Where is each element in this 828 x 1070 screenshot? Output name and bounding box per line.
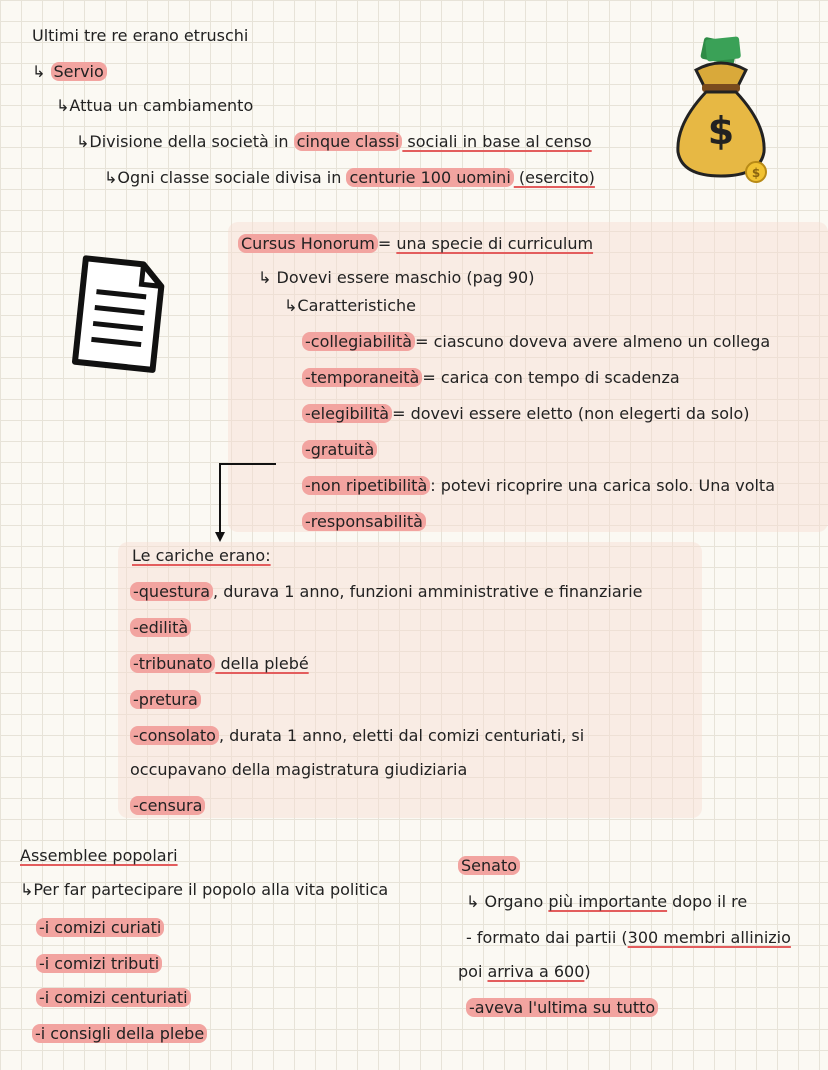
senato-line-3	[458, 962, 591, 982]
pretura-highlight: -pretura	[130, 690, 201, 709]
term: -gratuità	[302, 440, 377, 459]
senato-line-4	[466, 998, 658, 1018]
term-desc: carica con tempo di scadenza	[440, 368, 680, 387]
arrow-icon: ↳	[20, 880, 34, 899]
senato-l2-ul: 300 membri allinizio	[627, 928, 791, 947]
cursus-highlight: Cursus Honorum	[238, 234, 378, 253]
term-eq: =	[422, 368, 441, 387]
assemblee-sub-label: Per far partecipare il popolo alla vita politica	[33, 880, 389, 899]
divisione-highlight: cinque classi	[294, 132, 403, 151]
senato-l3-ul: arriva a 600	[487, 962, 585, 981]
ogni-post: (esercito)	[513, 168, 595, 187]
cursus-title	[238, 234, 593, 254]
divisione-post: sociali in base al censo	[402, 132, 592, 151]
svg-text:$: $	[751, 166, 761, 180]
caratteristiche-label: Caratteristiche	[297, 296, 417, 315]
list-item	[36, 954, 162, 974]
list-item	[130, 726, 584, 746]
list-item	[302, 368, 680, 388]
connector-arrow-icon	[210, 460, 280, 546]
list-item	[302, 440, 377, 460]
list-item	[36, 918, 164, 938]
consolato-highlight: -consolato	[130, 726, 219, 745]
assemblee-title: Assemblee popolari	[20, 846, 178, 865]
term: -temporaneità	[302, 368, 422, 387]
list-item	[130, 618, 191, 638]
arrow-icon: ↳	[466, 892, 480, 911]
list-item	[302, 404, 749, 424]
senato-line-1	[466, 892, 747, 912]
list-item	[130, 582, 643, 602]
servio-label: Servio	[51, 62, 107, 81]
list-item	[302, 332, 770, 352]
list-item	[302, 476, 775, 496]
list-item	[36, 988, 191, 1008]
senato-l2-pre: - formato dai partii (	[466, 928, 628, 947]
list-item	[302, 512, 426, 532]
arrow-icon: ↳	[56, 96, 70, 115]
divisione-line	[76, 132, 592, 152]
senato-title	[458, 856, 520, 876]
maschio-label: Dovevi essere maschio (pag 90)	[276, 268, 535, 287]
questura-highlight: -questura	[130, 582, 213, 601]
assemblee-item: -i comizi tributi	[36, 954, 162, 973]
senato-l1-ul: più importante	[548, 892, 668, 911]
ultimi-title: Ultimi tre re erano etruschi	[32, 26, 249, 45]
arrow-icon: ↳	[76, 132, 90, 151]
term: -responsabilità	[302, 512, 426, 531]
term-eq: :	[430, 476, 441, 495]
questura-desc: , durava 1 anno, funzioni amministrative e finanziarie	[213, 582, 643, 601]
term-desc: ciascuno doveva avere almeno un collega	[433, 332, 771, 351]
cursus-eq: =	[377, 234, 397, 253]
cambiamento-line	[56, 96, 253, 116]
censura-highlight: -censura	[130, 796, 205, 815]
cursus-desc: una specie di curriculum	[396, 234, 594, 253]
senato-l1-post: dopo il re	[667, 892, 748, 911]
cariche-title: Le cariche erano:	[132, 546, 271, 565]
maschio-line	[258, 268, 534, 288]
tribunato-post: della plebé	[215, 654, 309, 673]
senato-l1-pre: Organo	[484, 892, 549, 911]
consolato-desc2: occupavano della magistratura giudiziaria	[130, 760, 468, 779]
divisione-pre: Divisione della società in	[89, 132, 294, 151]
ogni-highlight: centurie 100 uomini	[346, 168, 513, 187]
arrow-icon: ↳	[104, 168, 118, 187]
list-item	[130, 654, 309, 674]
consolato-desc: , durata 1 anno, eletti dal comizi centuriati, si	[218, 726, 585, 745]
term-desc: potevi ricoprire una carica solo. Una volta	[440, 476, 775, 495]
arrow-icon: ↳	[258, 268, 272, 287]
list-item	[32, 1024, 207, 1044]
assemblee-sub	[20, 880, 388, 900]
money-bag-icon	[666, 34, 776, 184]
list-item	[130, 690, 201, 710]
term: -collegiabilità	[302, 332, 415, 351]
caratteristiche-line	[284, 296, 416, 316]
servio-line	[32, 62, 107, 82]
ogni-pre: Ogni classe sociale divisa in	[117, 168, 347, 187]
cambiamento-label: Attua un cambiamento	[69, 96, 254, 115]
term-eq: =	[392, 404, 411, 423]
senato-l4-highlight: -aveva l'ultima su tutto	[466, 998, 658, 1017]
assemblee-item: -i consigli della plebe	[32, 1024, 207, 1043]
ogni-line	[104, 168, 595, 188]
senato-line-2	[466, 928, 791, 948]
arrow-icon: ↳	[284, 296, 298, 315]
document-icon	[66, 254, 170, 378]
tribunato-highlight: -tribunato	[130, 654, 215, 673]
term: -elegibilità	[302, 404, 392, 423]
term-eq: =	[415, 332, 434, 351]
list-item	[130, 796, 205, 816]
senato-l3-pre: poi	[458, 962, 488, 981]
term-desc: dovevi essere eletto (non elegerti da solo)	[410, 404, 750, 423]
edilita-highlight: -edilità	[130, 618, 191, 637]
senato-l3-post: )	[584, 962, 591, 981]
arrow-icon: ↳	[32, 62, 46, 81]
term: -non ripetibilità	[302, 476, 430, 495]
senato-highlight: Senato	[458, 856, 520, 875]
svg-text:$: $	[707, 109, 735, 153]
assemblee-item: -i comizi centuriati	[36, 988, 191, 1007]
assemblee-item: -i comizi curiati	[36, 918, 164, 937]
